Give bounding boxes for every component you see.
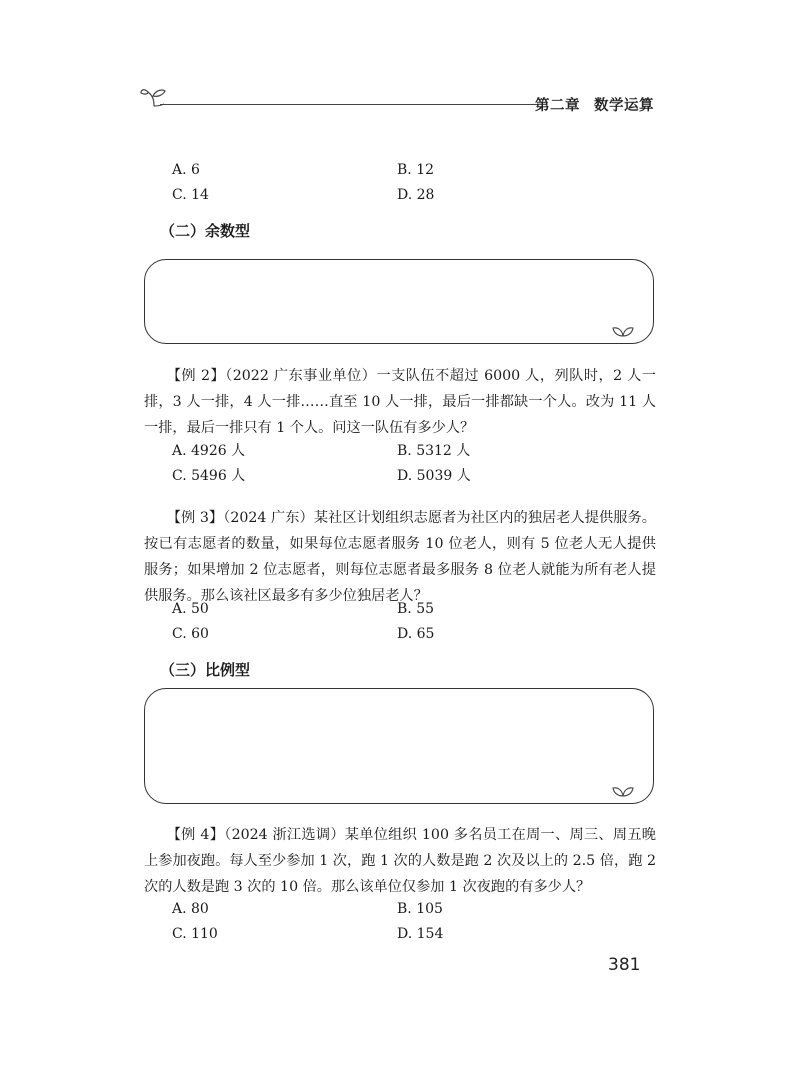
section-title-remainder: （二）余数型 [160, 222, 251, 240]
chapter-label: 第二章 [535, 98, 580, 114]
header-rule [160, 104, 538, 105]
option-c: C. 5496 人 [172, 468, 246, 484]
option-c: C. 60 [172, 626, 209, 642]
section-title-ratio: （三）比例型 [160, 661, 251, 679]
chapter-title: 数学运算 [594, 98, 654, 114]
option-d: D. 65 [397, 626, 435, 642]
option-a: A. 4926 人 [172, 443, 246, 459]
notes-box [144, 259, 654, 344]
option-b: B. 12 [397, 162, 435, 178]
option-b: B. 105 [397, 901, 443, 917]
option-b: B. 5312 人 [397, 443, 471, 459]
option-b: B. 55 [397, 601, 435, 617]
option-d: D. 5039 人 [397, 468, 471, 484]
option-a: A. 80 [172, 901, 209, 917]
option-d: D. 154 [397, 926, 444, 942]
option-c: C. 14 [172, 187, 209, 203]
example-4-text: 【例 4】（2024 浙江选调）某单位组织 100 多名员工在周一、周三、周五晚上参加夜跑。每人至少参加 1 次，跑 1 次的人数是跑 2 次及以上的 2.5 倍，跑 2 次的人数是跑 3 次的 10 倍。那么该单位仅参加 1 次夜跑的有多少人？ [144, 827, 656, 895]
option-a: A. 50 [172, 601, 209, 617]
option-a: A. 6 [172, 162, 200, 178]
example-2-text: 【例 2】（2022 广东事业单位）一支队伍不超过 6000 人，列队时，2 人一排，3 人一排，4 人一排……直至 10 人一排，最后一排都缺一个人。改为 11 人一排，最后一排只有 1 个人。问这一队伍有多少人？ [144, 368, 656, 436]
page-number: 381 [608, 955, 641, 975]
sprout-icon [611, 783, 635, 797]
notes-box [144, 688, 654, 804]
option-d: D. 28 [397, 187, 435, 203]
option-c: C. 110 [172, 926, 218, 942]
sprout-icon [611, 323, 635, 337]
running-header [535, 94, 654, 115]
example-3-text: 【例 3】（2024 广东）某社区计划组织志愿者为社区内的独居老人提供服务。按已有志愿者的数量，如果每位志愿者服务 10 位老人，则有 5 位老人无人提供服务；如果增加 2 位志愿者，则每位志愿者最多服务 8 位老人就能为所有老人提供服务。那么该社区最多有多少位独居老人？ [144, 510, 656, 604]
